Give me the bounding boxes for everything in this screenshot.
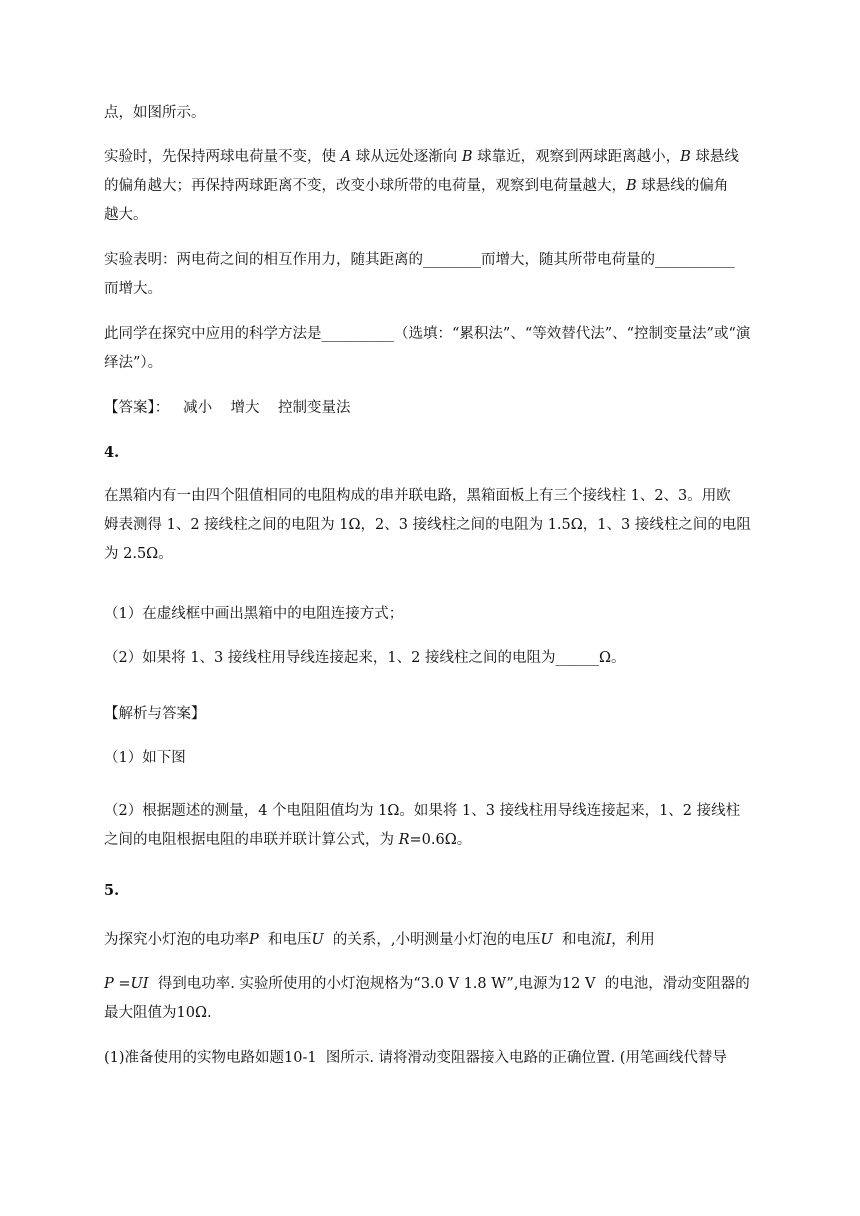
var-b: B [461,149,473,165]
answer-line [104,394,758,423]
text: 实验表明：两电荷之间的相互作用力，随其距离的________而增大，随其所带电荷量的___________ [104,252,735,268]
q4-answer1 [104,744,758,773]
answer-value: 减小 [183,400,213,416]
var-b: B [626,178,637,194]
text: 球悬线的偏角 [636,178,729,194]
method-paragraph [104,320,758,378]
text: 最大阻值为10Ω. [104,1005,212,1021]
q5-line2 [104,970,758,1028]
answer-tag: 【答案】： [104,400,170,416]
text: 越大。 [104,207,148,223]
text: =0.6Ω。 [409,832,472,848]
question-number [104,876,758,905]
text: 实验时，先保持两球电荷量不变，使 [104,149,341,165]
q5-line1 [104,926,758,955]
intro-line [104,99,758,128]
text: 和电流 [552,932,606,948]
var-a: A [340,149,352,165]
text: 而增大。 [104,281,162,297]
q4-sub1 [104,600,758,629]
text: 和电压 [258,932,312,948]
q5-line4 [104,1044,758,1073]
text: 在黑箱内有一由四个阻值相同的电阻构成的串并联电路，黑箱面板上有三个接线柱 1、2、3。用欧 [104,488,731,504]
text: 为探究小灯泡的电功率 [104,932,249,948]
var-u: U [311,932,324,948]
text: 球靠近，观察到两球距离越小， [472,149,681,165]
experiment-paragraph [104,143,758,230]
text: 为 2.5Ω。 [104,546,173,562]
text: 的偏角越大；再保持两球距离不变，改变小球所带的电荷量，观察到电荷量越大， [104,178,626,194]
var-r: R [398,832,410,848]
text: 得到电功率. 实验所使用的小灯泡规格为“3.0 V 1.8 W”,电源为12 V 的电池，滑动变阻器的 [148,976,750,992]
var-b: B [680,149,691,165]
text: 的关系，,小明测量小灯泡的电压 [323,932,541,948]
text: 之间的电阻根据电阻的串联并联计算公式，为 [104,832,399,848]
text: 点，如图所示。 [104,105,206,121]
q4-sub2 [104,644,758,673]
text: （1）如下图 [104,750,186,766]
text: 此同学在探究中应用的科学方法是__________（选填：“累积法”、“等效替代法”、“控制变量法”或“演 [104,326,751,342]
text: 【解析与答案】 [104,706,206,722]
text: 5. [104,882,120,899]
text: 球从远处逐渐向 [351,149,462,165]
q4-answer2 [104,797,758,855]
text: 绎法”）。 [104,355,163,371]
text: (1)准备使用的实物电路如题10-1 图所示. 请将滑动变阻器接入电路的正确位置. (用笔画线代替导 [104,1050,727,1066]
var-p: P [104,976,114,992]
var-i: I [605,932,612,948]
text: = [113,976,131,992]
text: 4. [104,444,120,461]
text: ，利用 [611,932,655,948]
var-u: U [540,932,553,948]
text: 球悬线 [690,149,739,165]
var-ui: UI [130,976,149,992]
analysis-tag [104,700,758,729]
question-number [104,438,758,467]
text: （2）如果将 1、3 接线柱用导线连接起来，1、2 接线柱之间的电阻为______Ω。 [104,650,626,666]
text: （2）根据题述的测量，4 个电阻阻值均为 1Ω。如果将 1、3 接线柱用导线连接起来，1、2 接线柱 [104,803,741,819]
text: （1）在虚线框中画出黑箱中的电阻连接方式； [104,606,404,622]
answer-value: 增大 [230,400,260,416]
answer-value: 控制变量法 [277,400,351,416]
q4-stem [104,482,758,569]
conclusion-paragraph [104,246,758,304]
text: 姆表测得 1、2 接线柱之间的电阻为 1Ω，2、3 接线柱之间的电阻为 1.5Ω，1、3 接线柱之间的电阻 [104,517,751,533]
var-p: P [249,932,259,948]
